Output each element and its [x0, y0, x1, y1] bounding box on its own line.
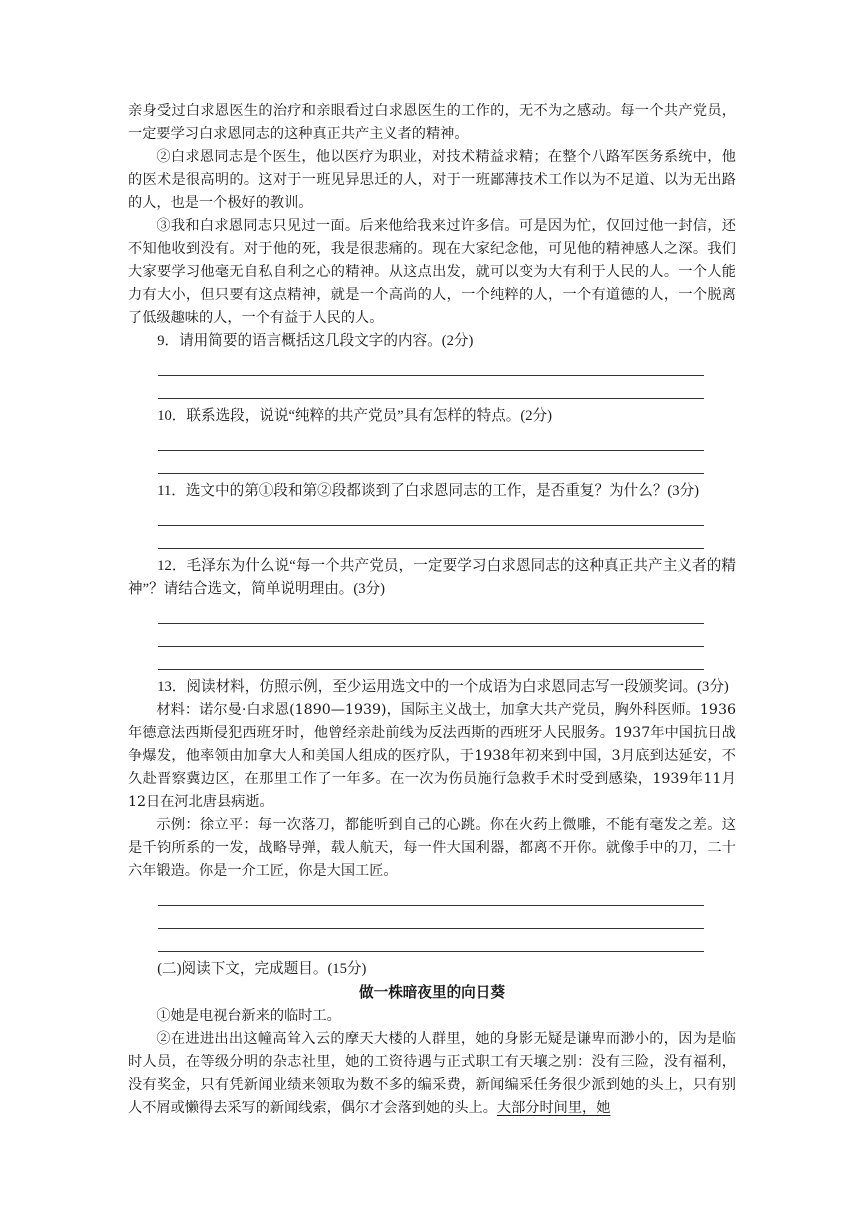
passage-paragraph-2: ②白求恩同志是个医生，他以医疗为职业，对技术精益求精；在整个八路军医务系统中，他的医术是很高明的。这对于一班见异思迁的人，对于一班鄙薄技术工作以为不足道、以为无出路的人，也是一个极好的教训。 — [128, 149, 736, 211]
answer-area-10[interactable] — [158, 428, 704, 474]
article-paragraph-2 — [128, 1028, 736, 1120]
passage-paragraph-1: 亲身受过白求恩医生的治疗和亲眼看过白求恩医生的工作的，无不为之感动。每一个共产党员，一定要学习白求恩同志的这种真正共产主义者的精神。 — [128, 103, 736, 142]
answer-line[interactable] — [158, 601, 704, 624]
example-text: 示例：徐立平：每一次落刀，都能听到自己的心跳。你在火药上微雕，不能有毫发之差。这是千钧所系的一发，战略导弹，载人航天，每一件大国利器，都离不开你。就像手中的刀，二十六年锻造。你是一介工匠，你是大国工匠。 — [128, 817, 736, 879]
answer-line[interactable] — [158, 647, 704, 670]
underlined-phrase: 大部分时间里，她 — [496, 1100, 611, 1116]
material-text: 材料：诺尔曼·白求恩(1890—1939)，国际主义战士，加拿大共产党员，胸外科医师。1936年德意法西斯侵犯西班牙时，他曾经亲赴前线为反法西斯的西班牙人民服务。1937年中国抗日战争爆发，他率领由加拿大人和美国人组成的医疗队，于1938年初来到中国，3月底到达延安，不久赴晋察冀边区，在那里工作了一年多。在一次为伤员施行急救手术时受到感染，1939年11月12日在河北唐县病逝。 — [128, 702, 736, 810]
answer-area-11[interactable] — [158, 503, 704, 549]
answer-line[interactable] — [158, 376, 704, 399]
answer-line[interactable] — [158, 883, 704, 906]
answer-line[interactable] — [158, 451, 704, 474]
answer-line[interactable] — [158, 526, 704, 549]
question-9: 9．请用简要的语言概括这几段文字的内容。(2分) — [157, 333, 474, 349]
article-title: 做一株暗夜里的向日葵 — [359, 984, 505, 1001]
answer-area-12[interactable] — [158, 601, 704, 670]
answer-area-9[interactable] — [158, 353, 704, 399]
question-10: 10．联系选段，说说“纯粹的共产党员”具有怎样的特点。(2分) — [157, 408, 553, 424]
answer-area-13[interactable] — [158, 883, 704, 952]
article-paragraph-1: ①她是电视台新来的临时工。 — [156, 1008, 341, 1024]
answer-line[interactable] — [158, 624, 704, 647]
question-12: 12．毛泽东为什么说“每一个共产党员，一定要学习白求恩同志的这种真正共产主义者的精神”？请结合选文，简单说明理由。(3分) — [128, 558, 736, 597]
answer-line[interactable] — [158, 353, 704, 376]
answer-line[interactable] — [158, 428, 704, 451]
question-11: 11．选文中的第①段和第②段都谈到了白求恩同志的工作，是否重复？为什么？(3分) — [157, 483, 700, 499]
article-paragraph-2-text: ②在进进出出这幢高耸入云的摩天大楼的人群里，她的身影无疑是谦卑而渺小的，因为是临时人员，在等级分明的杂志社里，她的工资待遇与正式职工有天壤之别：没有三险，没有福利，没有奖金，只有凭新闻业绩来领取为数不多的编采费，新闻编采任务很少派到她的头上，只有别人不屑或懒得去采写的新闻线索，偶尔才会落到她的头上。 — [128, 1031, 736, 1116]
section-heading: (二)阅读下文，完成题目。(15分) — [157, 961, 367, 977]
answer-line[interactable] — [158, 906, 704, 929]
exam-page — [128, 100, 736, 1120]
answer-line[interactable] — [158, 929, 704, 952]
passage-paragraph-3: ③我和白求恩同志只见过一面。后来他给我来过许多信。可是因为忙，仅回过他一封信，还不知他收到没有。对于他的死，我是很悲痛的。现在大家纪念他，可见他的精神感人之深。我们大家要学习他毫无自私自利之心的精神。从这点出发，就可以变为大有利于人民的人。一个人能力有大小，但只要有这点精神，就是一个高尚的人，一个纯粹的人，一个有道德的人，一个脱离了低级趣味的人，一个有益于人民的人。 — [128, 218, 736, 326]
question-13: 13．阅读材料，仿照示例，至少运用选文中的一个成语为白求恩同志写一段颁奖词。(3分) — [157, 679, 729, 695]
answer-line[interactable] — [158, 503, 704, 526]
